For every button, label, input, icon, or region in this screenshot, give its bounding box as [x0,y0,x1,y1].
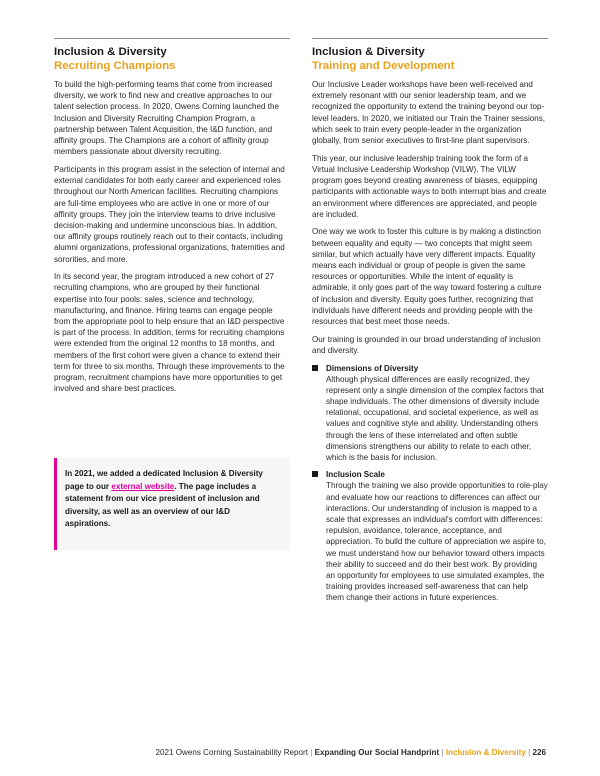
right-section-subtitle: Training and Development [312,60,455,72]
right-paragraph-2: This year, our inclusive leadership training took the form of a Virtual Inclusive Leadership Workshop (VILW). The VILW program goes beyond creating awareness of biases, equipping participants with actionable ways to both interrupt bias and create an environment where differences are appreciated, and people are included. [312,153,547,219]
callout-text [65,468,271,531]
right-paragraph-1: Our Inclusive Leader workshops have been well-received and extremely resonant with our senior leadership team, and we recognized the opportunity to extend the training beyond our top-level leaders. In 2020, we initiated our Train the Trainer sessions, which seek to train every people-leader in the organization globally, from senior executives to first-line plant supervisors. [312,80,546,146]
bullet-title: Dimensions of Diversity [326,363,419,373]
left-paragraph-3: In its second year, the program introduced a new cohort of 27 recruiting champions, who are grouped by their functional expertise into four pools: sales, science and technology, manufacturing, and finance. Hiring teams can engage people from the appropriate pool to help ensure that an I&D perspective is part of the process. In addition, terms for recruiting champions were extended from the original 12 months to 18 months, and members of the first cohort were given a chance to extend their term for three to six months. Through these improvements to the program, recruitment champions have more opportunities to get involved and share best practices. [54,272,285,394]
left-paragraph-1: To build the high-performing teams that come from increased diversity, we work to find new and creative approaches to our talent selection process. In 2020, Owens Corning launched the Inclusion and Diversity Recruiting Champion Program, a partnership between Talent Acquisition, the I&D function, and affinity groups. The Champions are a cohort of affinity group members passionate about diversity recruiting. [54,80,279,157]
right-paragraph-3: One way we work to foster this culture is by making a distinction between equality and equity — two concepts that might seem similar, but which actually have very different impacts. Equality means each individual or group of people is given the same resources or opportunities. While the intent of equality is admirable, it only goes part of the way toward fostering a culture of inclusion and diversity. Equity goes further, recognizing that individuals have different needs and providing people with the resources that best meet those needs. [312,227,542,327]
external-website-link[interactable]: external website [111,481,175,491]
right-paragraph-4: Our training is grounded in our broad understanding of inclusion and diversity. [312,334,541,355]
page-number: 226 [532,748,546,757]
left-section-subtitle: Recruiting Champions [54,60,176,72]
bullet-dimensions-of-diversity [312,363,548,464]
callout-text-end: . The page includes a statement from our vice president of inclusion and diversity, as well as an overview of our I&D aspirations. [65,481,260,528]
footer-topic[interactable]: Inclusion & Diversity [445,748,526,757]
footer-separator: | [310,748,313,757]
bullet-title: Inclusion Scale [326,470,385,480]
right-top-rule [312,38,548,39]
callout-text-start: In 2021, we added a dedicated Inclusion & Diversity page to our [65,469,263,491]
left-paragraph-2: Participants in this program assist in the selection of internal and external candidates for both early career and experienced roles throughout our North American facilities. Recruiting champions are full-time employees who are active in one or more of our affinity groups. They join the interview teams to drive inclusive decision-making and undermine unconscious bias. In addition, our affinity groups routinely reach out to their contacts, including alumni organizations, professional organizations, fraternities and sororities, and more. [54,164,285,264]
left-column [54,38,290,401]
footer-separator: | [528,748,531,757]
bullet-text: Through the training we also provide opportunities to role-play and evaluate how our reactions to differences can affect our interactions. Our understanding of inclusion is mapped to a scale that expresses an individual's comfort with differences: repulsion, avoidance, tolerance, acceptance, and appreciation. To build the culture of appreciation we aspire to, we must understand how our behavior toward others impacts their ability to succeed and do their best work. By providing an opportunity for employees to use simulated examples, the training provides increased self-awareness that can help them change their actions in future experiences. [326,481,548,603]
footer-report-title: 2021 Owens Corning Sustainability Report [155,748,309,757]
left-top-rule [54,38,290,39]
left-section-title: Inclusion & Diversity [54,46,167,58]
bullet-inclusion-scale [312,469,548,603]
square-bullet-icon [312,365,318,371]
right-column [312,38,548,610]
footer-separator: | [441,748,444,757]
footer-section[interactable]: Expanding Our Social Handprint [314,748,440,757]
page-footer [155,748,546,757]
bullet-text: Although physical differences are easily recognized, they represent only a single dimension of the complex factors that shape individuals. The other dimensions of diversity include relational, occupational, and societal experience, as well as values and cognitive style and ability. Understanding others through the lens of these interrelated and often subtle dimensions strengthens our ability to relate to each other, which is the basis for inclusion. [326,374,544,463]
square-bullet-icon [312,471,318,477]
right-section-title: Inclusion & Diversity [312,46,425,58]
website-callout-box [54,458,290,550]
